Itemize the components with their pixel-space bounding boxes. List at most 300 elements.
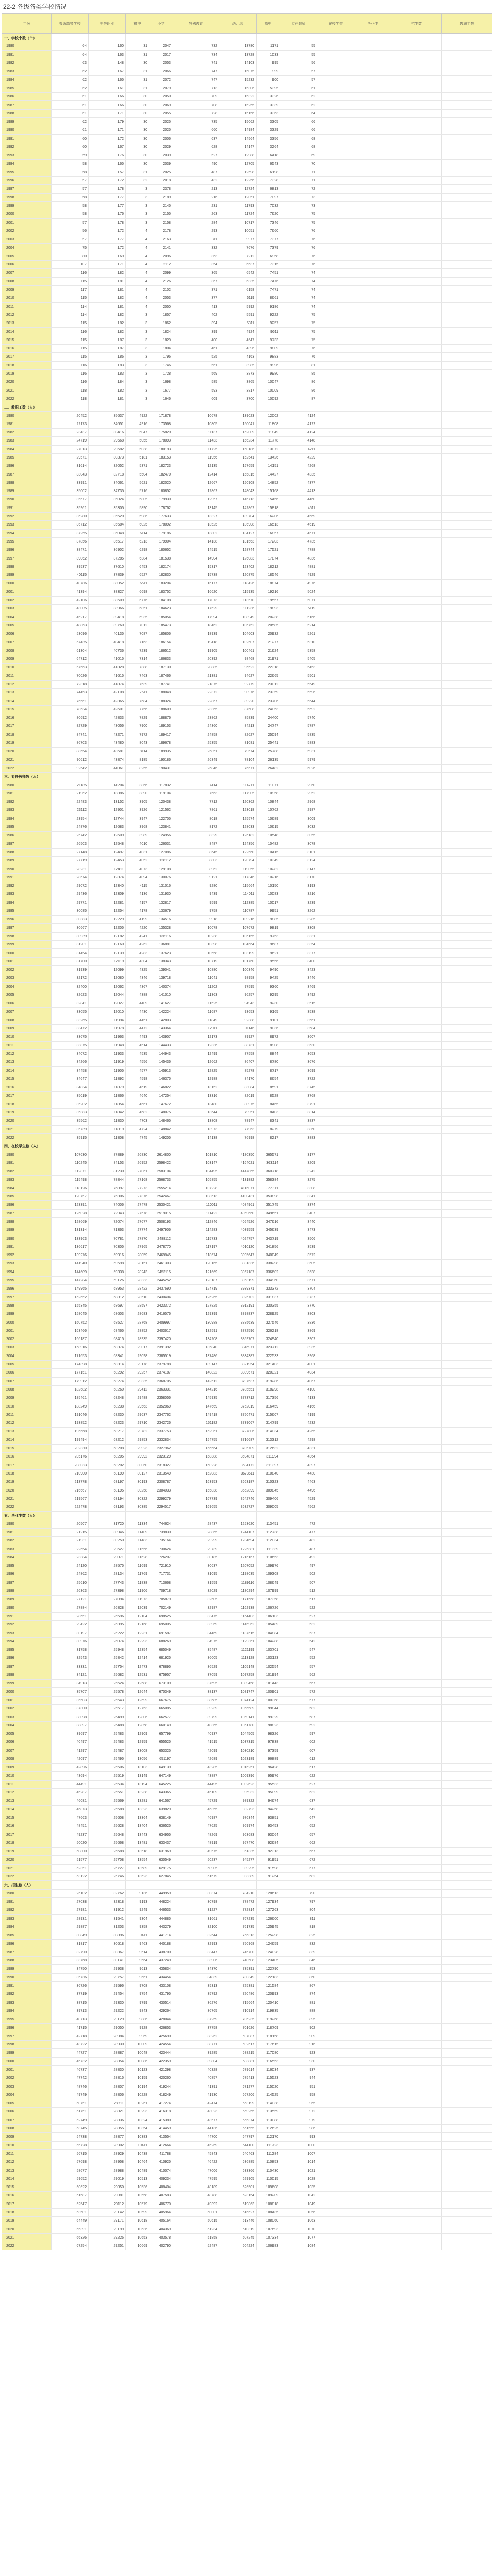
value-cell: 166: [89, 101, 126, 109]
value-cell: 160186: [219, 446, 257, 453]
value-cell: [354, 378, 391, 386]
value-cell: [442, 655, 492, 663]
value-cell: [354, 588, 391, 596]
value-cell: 10324: [126, 2116, 149, 2124]
table-row: [2, 1277, 492, 1285]
value-cell: [354, 513, 391, 520]
value-cell: 182: [89, 328, 126, 335]
table-row: [2, 1865, 492, 1873]
value-cell: [391, 806, 442, 814]
value-cell: 41394: [52, 588, 89, 596]
value-cell: [391, 2142, 442, 2149]
value-cell: 30085: [52, 907, 89, 915]
value-cell: [317, 2099, 354, 2107]
value-cell: 8403: [257, 1109, 280, 1116]
year-cell: 1999: [2, 1310, 52, 1318]
table-row: [2, 714, 492, 722]
value-cell: 1207052: [219, 1562, 257, 1570]
value-cell: 7239: [126, 647, 149, 655]
value-cell: 115020: [257, 2082, 280, 2090]
year-cell: 2022: [2, 1873, 52, 1880]
value-cell: 162083: [173, 1470, 219, 1478]
value-cell: 145935: [173, 1394, 219, 1402]
value-cell: [442, 1898, 492, 1906]
value-cell: 3: [126, 370, 149, 378]
value-cell: 31817: [52, 1940, 89, 1947]
value-cell: 137486: [173, 1352, 219, 1360]
value-cell: 10051: [219, 227, 257, 235]
value-cell: 4598: [126, 1075, 149, 1083]
value-cell: [354, 2150, 391, 2158]
value-cell: 25569: [89, 1797, 126, 1805]
value-cell: 3632727: [219, 1503, 257, 1511]
year-cell: 2016: [2, 345, 52, 352]
value-cell: [442, 1529, 492, 1536]
value-cell: 98326: [257, 1730, 280, 1738]
value-cell: [354, 2091, 391, 2099]
value-cell: 84741: [52, 731, 89, 739]
value-cell: 8528: [257, 1092, 280, 1099]
year-cell: 1982: [2, 1537, 52, 1545]
value-cell: 2299279: [149, 1495, 173, 1503]
value-cell: 54738: [52, 2133, 89, 2141]
year-cell: 2008: [2, 1755, 52, 1763]
value-cell: 139023: [219, 412, 257, 419]
value-cell: [317, 2209, 354, 2216]
value-cell: 69598: [89, 1260, 126, 1267]
value-cell: [391, 1134, 442, 1142]
value-cell: 113559: [257, 2108, 280, 2115]
value-cell: 15818: [257, 504, 280, 512]
value-cell: 1253620: [219, 1520, 257, 1528]
value-cell: [317, 588, 354, 596]
value-cell: [442, 1394, 492, 1402]
value-cell: 91598: [257, 1865, 280, 1872]
value-cell: 68205: [89, 1453, 126, 1461]
value-cell: 64: [52, 42, 89, 50]
value-cell: 557: [280, 1663, 317, 1671]
value-cell: [442, 2225, 492, 2233]
value-cell: [442, 1159, 492, 1167]
value-cell: 27376: [126, 1193, 149, 1200]
value-cell: 9193: [126, 1898, 149, 1906]
value-cell: [354, 1923, 391, 1931]
value-cell: [391, 1453, 442, 1461]
value-cell: 86407: [219, 1058, 257, 1066]
value-cell: 12724: [219, 185, 257, 193]
value-cell: 33475: [173, 1613, 219, 1620]
value-cell: 21624: [257, 647, 280, 655]
empty-cell: [442, 1512, 492, 1519]
value-cell: [317, 1126, 354, 1133]
value-cell: 9951: [257, 907, 280, 915]
value-cell: 120875: [219, 571, 257, 579]
value-cell: 43480: [89, 739, 126, 747]
value-cell: 8962: [173, 865, 219, 873]
value-cell: 125298: [257, 1931, 280, 1939]
value-cell: 136908: [219, 521, 257, 529]
value-cell: [391, 672, 442, 680]
year-cell: 2017: [2, 1831, 52, 1839]
value-cell: 139704: [219, 513, 257, 520]
value-cell: 78104: [219, 756, 257, 764]
value-cell: 147672: [149, 1100, 173, 1108]
value-cell: 12609: [89, 832, 126, 839]
value-cell: 68230: [89, 1411, 126, 1419]
value-cell: [442, 1344, 492, 1351]
value-cell: 3652899: [219, 1486, 257, 1494]
value-cell: 123187: [173, 1277, 219, 1284]
value-cell: [354, 1134, 391, 1142]
year-cell: 1985: [2, 1562, 52, 1570]
table-row: [2, 2183, 492, 2192]
value-cell: [391, 1998, 442, 2006]
value-cell: [354, 93, 391, 100]
value-cell: 4472: [126, 1025, 149, 1032]
value-cell: 3630: [280, 1042, 317, 1049]
table-row: [2, 958, 492, 966]
value-cell: [442, 1150, 492, 1158]
value-cell: 32: [126, 177, 149, 184]
value-cell: [442, 437, 492, 445]
value-cell: 116: [52, 328, 89, 335]
value-cell: 112034: [257, 1537, 280, 1545]
value-cell: 660149: [149, 1722, 173, 1730]
value-cell: [317, 1486, 354, 1494]
value-cell: 11793: [219, 202, 257, 210]
value-cell: [442, 1478, 492, 1486]
value-cell: 106726: [257, 1604, 280, 1612]
table-row: [2, 1680, 492, 1688]
value-cell: [442, 1998, 492, 2006]
value-cell: 400: [173, 336, 219, 344]
value-cell: [354, 2242, 391, 2250]
table-row: [2, 1713, 492, 1721]
table-row: [2, 395, 492, 403]
value-cell: 323712: [257, 1344, 280, 1351]
value-cell: [391, 1940, 442, 1947]
value-cell: [391, 168, 442, 176]
value-cell: [442, 638, 492, 646]
value-cell: [317, 1923, 354, 1931]
table-row: [2, 974, 492, 982]
value-cell: [442, 118, 492, 126]
value-cell: 13973: [173, 1126, 219, 1133]
value-cell: 48863: [52, 622, 89, 630]
table-header: [2, 14, 492, 34]
value-cell: [354, 664, 391, 671]
value-cell: [317, 2074, 354, 2082]
value-cell: [317, 2183, 354, 2191]
value-cell: [317, 882, 354, 890]
value-cell: [442, 278, 492, 285]
value-cell: 57: [52, 235, 89, 243]
value-cell: [391, 2007, 442, 2015]
value-cell: 186833: [149, 655, 173, 663]
value-cell: 9754: [126, 1990, 149, 1998]
value-cell: 39760: [89, 622, 126, 630]
value-cell: 448224: [149, 1898, 173, 1906]
value-cell: 6026: [280, 765, 317, 772]
value-cell: 11409: [126, 1529, 149, 1536]
header-cell: 初中: [126, 14, 149, 33]
value-cell: [354, 697, 391, 705]
value-cell: 126182: [219, 832, 257, 839]
value-cell: [354, 269, 391, 277]
table-row: [2, 487, 492, 496]
value-cell: 46737: [52, 2066, 89, 2074]
value-cell: 26830: [126, 1150, 149, 1158]
value-cell: 120993: [257, 1990, 280, 1998]
value-cell: 619863: [219, 2200, 257, 2208]
year-cell: 2004: [2, 983, 52, 991]
empty-cell: [149, 1881, 173, 1889]
value-cell: 40713: [52, 2015, 89, 2023]
value-cell: 12598: [219, 168, 257, 176]
value-cell: [317, 1025, 354, 1032]
value-cell: 609: [173, 395, 219, 403]
value-cell: [317, 84, 354, 92]
value-cell: 182682: [52, 1386, 89, 1394]
table-row: [2, 815, 492, 823]
value-cell: [442, 1352, 492, 1360]
value-cell: 2952: [280, 790, 317, 798]
table-row: [2, 303, 492, 311]
empty-cell: [391, 1881, 442, 1889]
value-cell: 82019: [219, 1092, 257, 1099]
value-cell: [391, 983, 442, 991]
value-cell: 2397420: [149, 1335, 173, 1343]
value-cell: [391, 2234, 442, 2242]
value-cell: 3872596: [219, 1327, 257, 1335]
value-cell: [391, 1352, 442, 1360]
year-cell: 1999: [2, 2049, 52, 2057]
empty-cell: [219, 1142, 257, 1150]
value-cell: 107999: [257, 1587, 280, 1595]
value-cell: 74453: [52, 689, 89, 697]
value-cell: 4180350: [219, 1150, 257, 1158]
value-cell: 25483: [89, 1738, 126, 1746]
value-cell: 99329: [257, 1713, 280, 1721]
value-cell: 143907: [149, 1033, 173, 1041]
table-row: [2, 874, 492, 882]
value-cell: 51858: [173, 2234, 219, 2242]
value-cell: 3: [126, 336, 149, 344]
value-cell: 4178: [126, 907, 149, 915]
value-cell: [317, 261, 354, 268]
value-cell: 895: [280, 2015, 317, 2023]
value-cell: 10047: [257, 378, 280, 386]
value-cell: 45732: [52, 2058, 89, 2065]
value-cell: [354, 1697, 391, 1704]
value-cell: 64449: [52, 2217, 89, 2225]
value-cell: 28575: [89, 1562, 126, 1570]
table-row: [2, 1226, 492, 1234]
value-cell: [317, 966, 354, 974]
value-cell: [442, 1772, 492, 1780]
value-cell: [442, 1520, 492, 1528]
value-cell: 3768: [280, 1092, 317, 1099]
value-cell: 115: [52, 294, 89, 302]
value-cell: 7684: [126, 697, 149, 705]
value-cell: [317, 1218, 354, 1226]
value-cell: 42474: [173, 2099, 219, 2107]
value-cell: 2050: [149, 93, 173, 100]
value-cell: 2968: [280, 798, 317, 806]
value-cell: 120794: [219, 857, 257, 865]
value-cell: 85278: [219, 1067, 257, 1075]
year-cell: 2006: [2, 999, 52, 1007]
value-cell: 944: [280, 2074, 317, 2082]
value-cell: 160: [89, 42, 126, 50]
value-cell: 407583: [149, 2192, 173, 2199]
year-cell: 1994: [2, 899, 52, 907]
value-cell: 4335: [280, 470, 317, 478]
value-cell: [391, 1570, 442, 1578]
year-cell: 1996: [2, 2024, 52, 2031]
value-cell: 644100: [219, 2142, 257, 2149]
year-cell: 1998: [2, 933, 52, 940]
value-cell: [391, 1906, 442, 1914]
empty-cell: [317, 1512, 354, 1519]
year-cell: 2004: [2, 1722, 52, 1730]
value-cell: 6418: [257, 151, 280, 159]
value-cell: 103199: [219, 949, 257, 957]
value-cell: 187: [89, 345, 126, 352]
value-cell: [391, 1470, 442, 1478]
section-label: 五、毕业生数（人）: [2, 1512, 52, 1519]
year-cell: 1999: [2, 1680, 52, 1687]
value-cell: [391, 1411, 442, 1419]
value-cell: 45217: [52, 613, 89, 621]
value-cell: [317, 1159, 354, 1167]
value-cell: 3209: [280, 1159, 317, 1167]
value-cell: 14564: [219, 135, 257, 143]
value-cell: 47742: [52, 2074, 89, 2082]
value-cell: [354, 303, 391, 311]
value-cell: [391, 756, 442, 764]
value-cell: 88654: [52, 748, 89, 755]
value-cell: 3: [126, 395, 149, 403]
value-cell: 10216: [257, 874, 280, 882]
value-cell: 626501: [219, 2183, 257, 2191]
value-cell: 9661: [126, 1974, 149, 1981]
value-cell: 527: [280, 1613, 317, 1620]
value-cell: 21962: [52, 790, 89, 798]
value-cell: [317, 1503, 354, 1511]
value-cell: 2368705: [149, 1378, 173, 1385]
value-cell: 367: [173, 278, 219, 285]
value-cell: [317, 51, 354, 59]
year-cell: 2007: [2, 1747, 52, 1755]
value-cell: 4619: [126, 1083, 149, 1091]
value-cell: [354, 1453, 391, 1461]
value-cell: 11906: [126, 1587, 149, 1595]
value-cell: 80: [52, 252, 89, 260]
year-cell: 2014: [2, 328, 52, 335]
value-cell: 21875: [173, 681, 219, 688]
value-cell: [317, 622, 354, 630]
value-cell: [391, 765, 442, 772]
table-row: [2, 538, 492, 546]
value-cell: 1796: [149, 353, 173, 361]
value-cell: 25578: [89, 1688, 126, 1696]
value-cell: 675413: [219, 2074, 257, 2082]
value-cell: 57: [280, 76, 317, 83]
value-cell: 26102: [52, 1890, 89, 1897]
year-cell: 2003: [2, 2082, 52, 2090]
value-cell: [317, 1226, 354, 1234]
value-cell: [317, 1050, 354, 1058]
section-header-row: [2, 34, 492, 42]
value-cell: 144216: [173, 1386, 219, 1394]
value-cell: 31203: [89, 1923, 126, 1931]
value-cell: 34651: [89, 420, 126, 428]
page-title: 22-2 各级各类学校情况: [3, 3, 67, 10]
value-cell: 12411: [89, 865, 126, 873]
value-cell: 17874: [257, 554, 280, 562]
value-cell: [391, 815, 442, 823]
value-cell: 179930: [149, 496, 173, 503]
value-cell: 9411: [126, 1931, 149, 1939]
value-cell: 25628: [89, 1822, 126, 1830]
value-cell: [391, 76, 442, 83]
table-row: [2, 983, 492, 991]
value-cell: [317, 378, 354, 386]
value-cell: 612: [280, 1755, 317, 1763]
value-cell: 30258: [126, 1486, 149, 1494]
year-cell: 1997: [2, 1663, 52, 1671]
value-cell: 122790: [257, 1965, 280, 1973]
value-cell: 14984: [219, 126, 257, 134]
table-row: [2, 681, 492, 689]
year-cell: 2019: [2, 1478, 52, 1486]
value-cell: 313312: [257, 1436, 280, 1444]
table-row: [2, 1251, 492, 1260]
value-cell: 15075: [219, 67, 257, 75]
value-cell: 82627: [219, 731, 257, 739]
value-cell: 701626: [219, 2024, 257, 2031]
value-cell: 12135: [173, 462, 219, 470]
value-cell: [317, 1990, 354, 1998]
value-cell: [354, 815, 391, 823]
table-row: [2, 328, 492, 336]
table-row: [2, 278, 492, 286]
value-cell: 482: [280, 1537, 317, 1545]
value-cell: 29178: [126, 1361, 149, 1368]
value-cell: 2112: [149, 261, 173, 268]
value-cell: 35677: [52, 496, 89, 503]
table-row: [2, 429, 492, 437]
value-cell: 216: [173, 194, 219, 201]
year-cell: 2003: [2, 974, 52, 982]
value-cell: 3968: [126, 823, 149, 831]
value-cell: [391, 1772, 442, 1780]
value-cell: 121669: [173, 1268, 219, 1276]
table-row: [2, 1402, 492, 1411]
value-cell: 28887: [89, 2049, 126, 2057]
value-cell: 31614: [52, 462, 89, 470]
year-cell: 2008: [2, 278, 52, 285]
value-cell: [391, 622, 442, 630]
value-cell: [317, 1814, 354, 1822]
value-cell: 713668: [149, 1579, 173, 1587]
table-row: [2, 2133, 492, 2141]
value-cell: 3859707: [219, 1335, 257, 1343]
value-cell: 25499: [89, 1713, 126, 1721]
value-cell: 3341: [280, 1193, 317, 1200]
value-cell: [354, 781, 391, 789]
